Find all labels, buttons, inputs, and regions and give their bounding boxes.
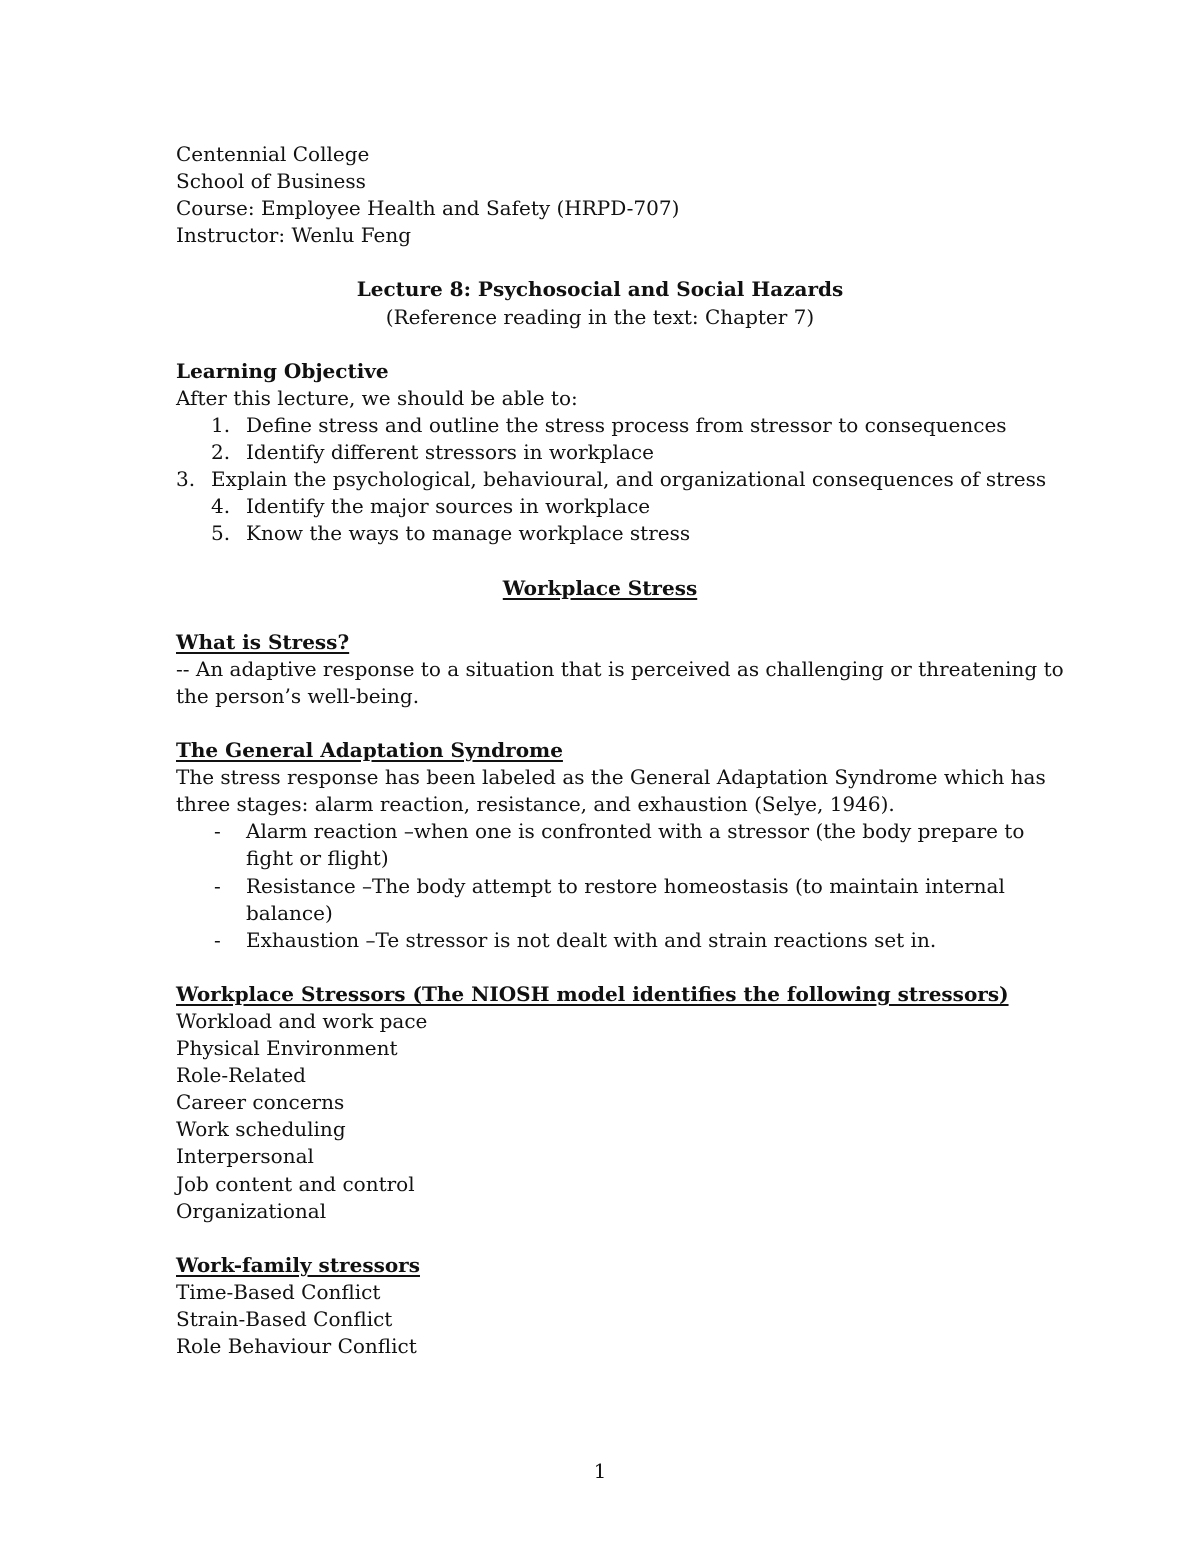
learning-objective-list — [176, 412, 1047, 547]
list-item: Work scheduling — [176, 1117, 346, 1142]
document-page — [176, 141, 1064, 1360]
what-is-stress-heading: What is Stress? — [176, 629, 350, 654]
course-name: Course: Employee Health and Safety (HRPD-707) — [176, 196, 680, 221]
list-item: Organizational — [176, 1198, 327, 1223]
list-item: Interpersonal — [176, 1144, 314, 1169]
list-item: - Exhaustion –Te stressor is not dealt with and strain reactions set in. — [214, 927, 937, 952]
list-item: 5. Know the ways to manage workplace stress — [211, 521, 691, 546]
workplace-stress-heading: Workplace Stress — [502, 575, 698, 600]
lecture-title: Lecture 8: Psychosocial and Social Hazards — [356, 277, 844, 302]
learning-objective-intro: After this lecture, we should be able to: — [176, 385, 578, 410]
workplace-stressors-heading: Workplace Stressors (The NIOSH model identifies the following stressors) — [176, 981, 1009, 1006]
list-item: 1. Define stress and outline the stress process from stressor to consequences — [211, 412, 1007, 437]
what-is-stress-line-1: -- An adaptive response to a situation that is perceived as challenging or threatening to — [176, 656, 1064, 681]
what-is-stress-line-2: the person’s well-being. — [176, 683, 420, 708]
gas-heading: The General Adaptation Syndrome — [176, 738, 563, 763]
page-number: 1 — [593, 1459, 607, 1483]
list-item: 2. Identify different stressors in workplace — [211, 440, 654, 465]
work-family-heading: Work-family stressors — [176, 1252, 420, 1277]
gas-stage-list — [176, 818, 1036, 953]
list-item: - Alarm reaction –when one is confronted with a stressor (the body prepare to fight or flight) — [214, 819, 1025, 871]
list-item: Strain-Based Conflict — [176, 1307, 393, 1332]
college-name: Centennial College — [176, 142, 370, 166]
lecture-reference: (Reference reading in the text: Chapter 7) — [385, 304, 815, 329]
school-name: School of Business — [176, 169, 366, 194]
list-item: Role Behaviour Conflict — [176, 1334, 417, 1359]
list-item: 4. Identify the major sources in workplace — [211, 494, 651, 519]
list-item: Job content and control — [176, 1171, 415, 1196]
list-item: - Resistance –The body attempt to restore homeostasis (to maintain internal balance) — [214, 873, 1005, 925]
gas-line-1: The stress response has been labeled as the General Adaptation Syndrome which has — [176, 765, 1046, 790]
list-item: Physical Environment — [176, 1036, 398, 1061]
gas-line-2: three stages: alarm reaction, resistance, and exhaustion (Selye, 1946). — [176, 792, 895, 817]
list-item: Time-Based Conflict — [176, 1279, 381, 1304]
list-item: Workload and work pace — [176, 1009, 428, 1033]
list-item: 3. Explain the psychological, behavioural, and organizational consequences of stress — [176, 467, 1047, 492]
learning-objective-heading: Learning Objective — [176, 358, 389, 383]
list-item: Role-Related — [176, 1063, 306, 1088]
instructor-name: Instructor: Wenlu Feng — [176, 223, 412, 248]
list-item: Career concerns — [176, 1090, 345, 1115]
